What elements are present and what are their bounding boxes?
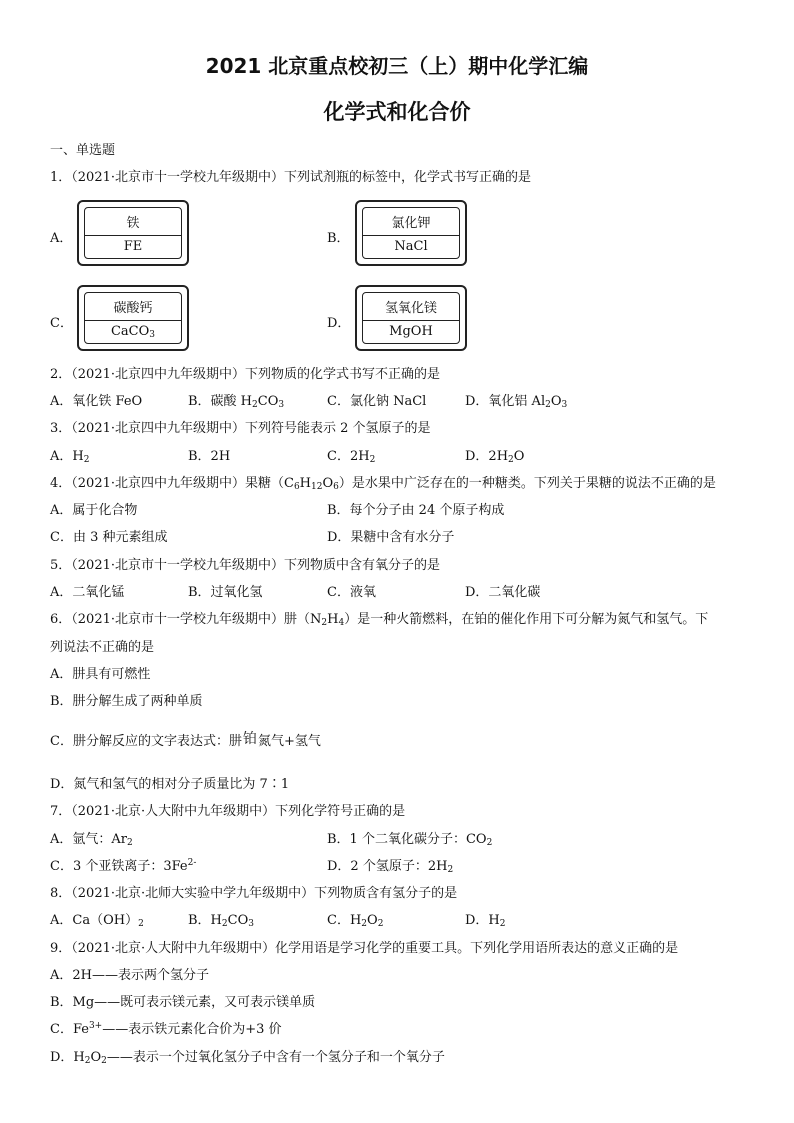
q6-option-c: C．肼分解反应的文字表达式：肼 铂 氮气+氢气 bbox=[50, 731, 321, 749]
q9-option-a: A．2H——表示两个氢分子 bbox=[50, 968, 209, 983]
q2-option-c: C．氯化钠 NaCl bbox=[327, 394, 427, 409]
q1-option-a-label bbox=[77, 200, 189, 266]
q8-option-d: D．$H_2$ bbox=[465, 913, 506, 929]
q5-option-b: B．过氧化氢 bbox=[188, 585, 263, 600]
q2-option-d: D．氧化铝 $Al_2O_3$ bbox=[465, 394, 568, 410]
q1-option-d-label bbox=[355, 285, 467, 351]
q8-option-a: A．$Ca(OH)_2$ bbox=[50, 913, 144, 929]
label-name: 碳酸钙 bbox=[113, 301, 153, 316]
q2-option-b: B．碳酸 $H_2CO_3$ bbox=[188, 394, 285, 410]
section-heading: 一、单选题 bbox=[50, 143, 116, 158]
q6-option-a: A．肼具有可燃性 bbox=[50, 667, 151, 682]
page-title: 2021 北京重点校初三（上）期中化学汇编 bbox=[205, 54, 589, 78]
question-5-stem: 5．（2021·北京市十一学校九年级期中）下列物质中含有氧分子的是 bbox=[50, 558, 440, 573]
catalyst-label: 铂 bbox=[242, 731, 257, 747]
q9-option-c: C．$Fe^{3+}——$表示铁元素化合价为+3 价 bbox=[50, 1021, 282, 1037]
q7-option-b: B．1 个二氧化碳分子：$CO_2$ bbox=[327, 832, 493, 848]
q7-option-c: C．3 个亚铁离子：$3Fe^{2-}$ bbox=[50, 858, 197, 874]
q5-option-a: A．二氧化锰 bbox=[50, 585, 125, 600]
label-name: 氢氧化镁 bbox=[384, 301, 437, 316]
q3-option-a: A．$H_2$ bbox=[50, 449, 90, 465]
q4-option-d: D．果糖中含有水分子 bbox=[327, 530, 455, 545]
label-divider bbox=[363, 235, 459, 236]
label-divider bbox=[363, 320, 459, 321]
q5-option-d: D．二氧化碳 bbox=[465, 585, 541, 600]
q6-option-d: D．氮气和氢气的相对分子质量比为 7∶1 bbox=[50, 777, 290, 792]
label-divider bbox=[85, 320, 181, 321]
q4-option-a: A．属于化合物 bbox=[50, 503, 138, 518]
q2-option-a: A．氧化铁 FeO bbox=[50, 394, 143, 409]
label-name: 铁 bbox=[126, 216, 140, 231]
q9-option-d: D．$H_2O_2——$表示一个过氧化氢分子中含有一个氢分子和一个氧分子 bbox=[50, 1050, 445, 1066]
label-formula: MgOH bbox=[389, 324, 433, 339]
q7-option-a: A．氩气：$Ar_2$ bbox=[50, 832, 133, 848]
question-7-stem: 7．（2021·北京·人大附中九年级期中）下列化学符号正确的是 bbox=[50, 804, 406, 819]
q1-option-c-label bbox=[77, 285, 189, 351]
question-8-stem: 8．（2021·北京·北师大实验中学九年级期中）下列物质含有氢分子的是 bbox=[50, 886, 458, 901]
q1-option-a-letter: A． bbox=[50, 231, 73, 246]
q1-option-b-letter: B． bbox=[327, 231, 350, 246]
q3-option-b: B．2H bbox=[188, 449, 231, 464]
label-name: 氯化钾 bbox=[391, 216, 431, 231]
q8-option-b: B．$H_2CO_3$ bbox=[188, 913, 254, 929]
label-formula: CaCO$_3$ bbox=[110, 324, 156, 340]
question-6-stem-line-2: 列说法不正确的是 bbox=[50, 640, 155, 655]
question-6-stem: 6．（2021·北京市十一学校九年级期中）肼$(N_2H_4)$是一种火箭燃料，在铂的催化作用下可分解为氮气和氢气。下 bbox=[50, 612, 709, 628]
question-9-stem: 9．（2021·北京·人大附中九年级期中）化学用语是学习化学的重要工具。下列化学用语所表达的意义正确的是 bbox=[50, 941, 679, 956]
q6-option-b: B．肼分解生成了两种单质 bbox=[50, 694, 203, 709]
q4-option-b: B．每个分子由 24 个原子构成 bbox=[327, 503, 505, 518]
q7-option-d: D．2 个氢原子：$2H_2$ bbox=[327, 859, 454, 875]
label-formula: NaCl bbox=[394, 239, 428, 254]
q8-option-c: C．$H_2O_2$ bbox=[327, 913, 384, 929]
q5-option-c: C．液氧 bbox=[327, 585, 376, 600]
q3-option-d: D．$2H_2O$ bbox=[465, 449, 525, 465]
question-2-stem: 2．（2021·北京四中九年级期中）下列物质的化学式书写不正确的是 bbox=[50, 367, 440, 382]
question-1-stem: 1．（2021·北京市十一学校九年级期中）下列试剂瓶的标签中，化学式书写正确的是 bbox=[50, 170, 531, 185]
label-formula: FE bbox=[123, 239, 143, 254]
q9-option-b: B．Mg——既可表示镁元素，又可表示镁单质 bbox=[50, 995, 316, 1010]
q1-option-b-label bbox=[355, 200, 467, 266]
q1-option-c-letter: C． bbox=[50, 316, 73, 331]
label-divider bbox=[85, 235, 181, 236]
question-3-stem: 3．（2021·北京四中九年级期中）下列符号能表示 2 个氢原子的是 bbox=[50, 421, 431, 436]
q1-option-d-letter: D． bbox=[327, 316, 351, 331]
page-subtitle: 化学式和化合价 bbox=[323, 100, 471, 124]
q3-option-c: C．$2H_2$ bbox=[327, 449, 376, 465]
q4-option-c: C．由 3 种元素组成 bbox=[50, 530, 168, 545]
question-4-stem: 4．（2021·北京四中九年级期中）果糖$(C_6H_{12}O_6)$是水果中广泛存在的一种糖类。下列关于果糖的说法不正确的是 bbox=[50, 476, 716, 492]
